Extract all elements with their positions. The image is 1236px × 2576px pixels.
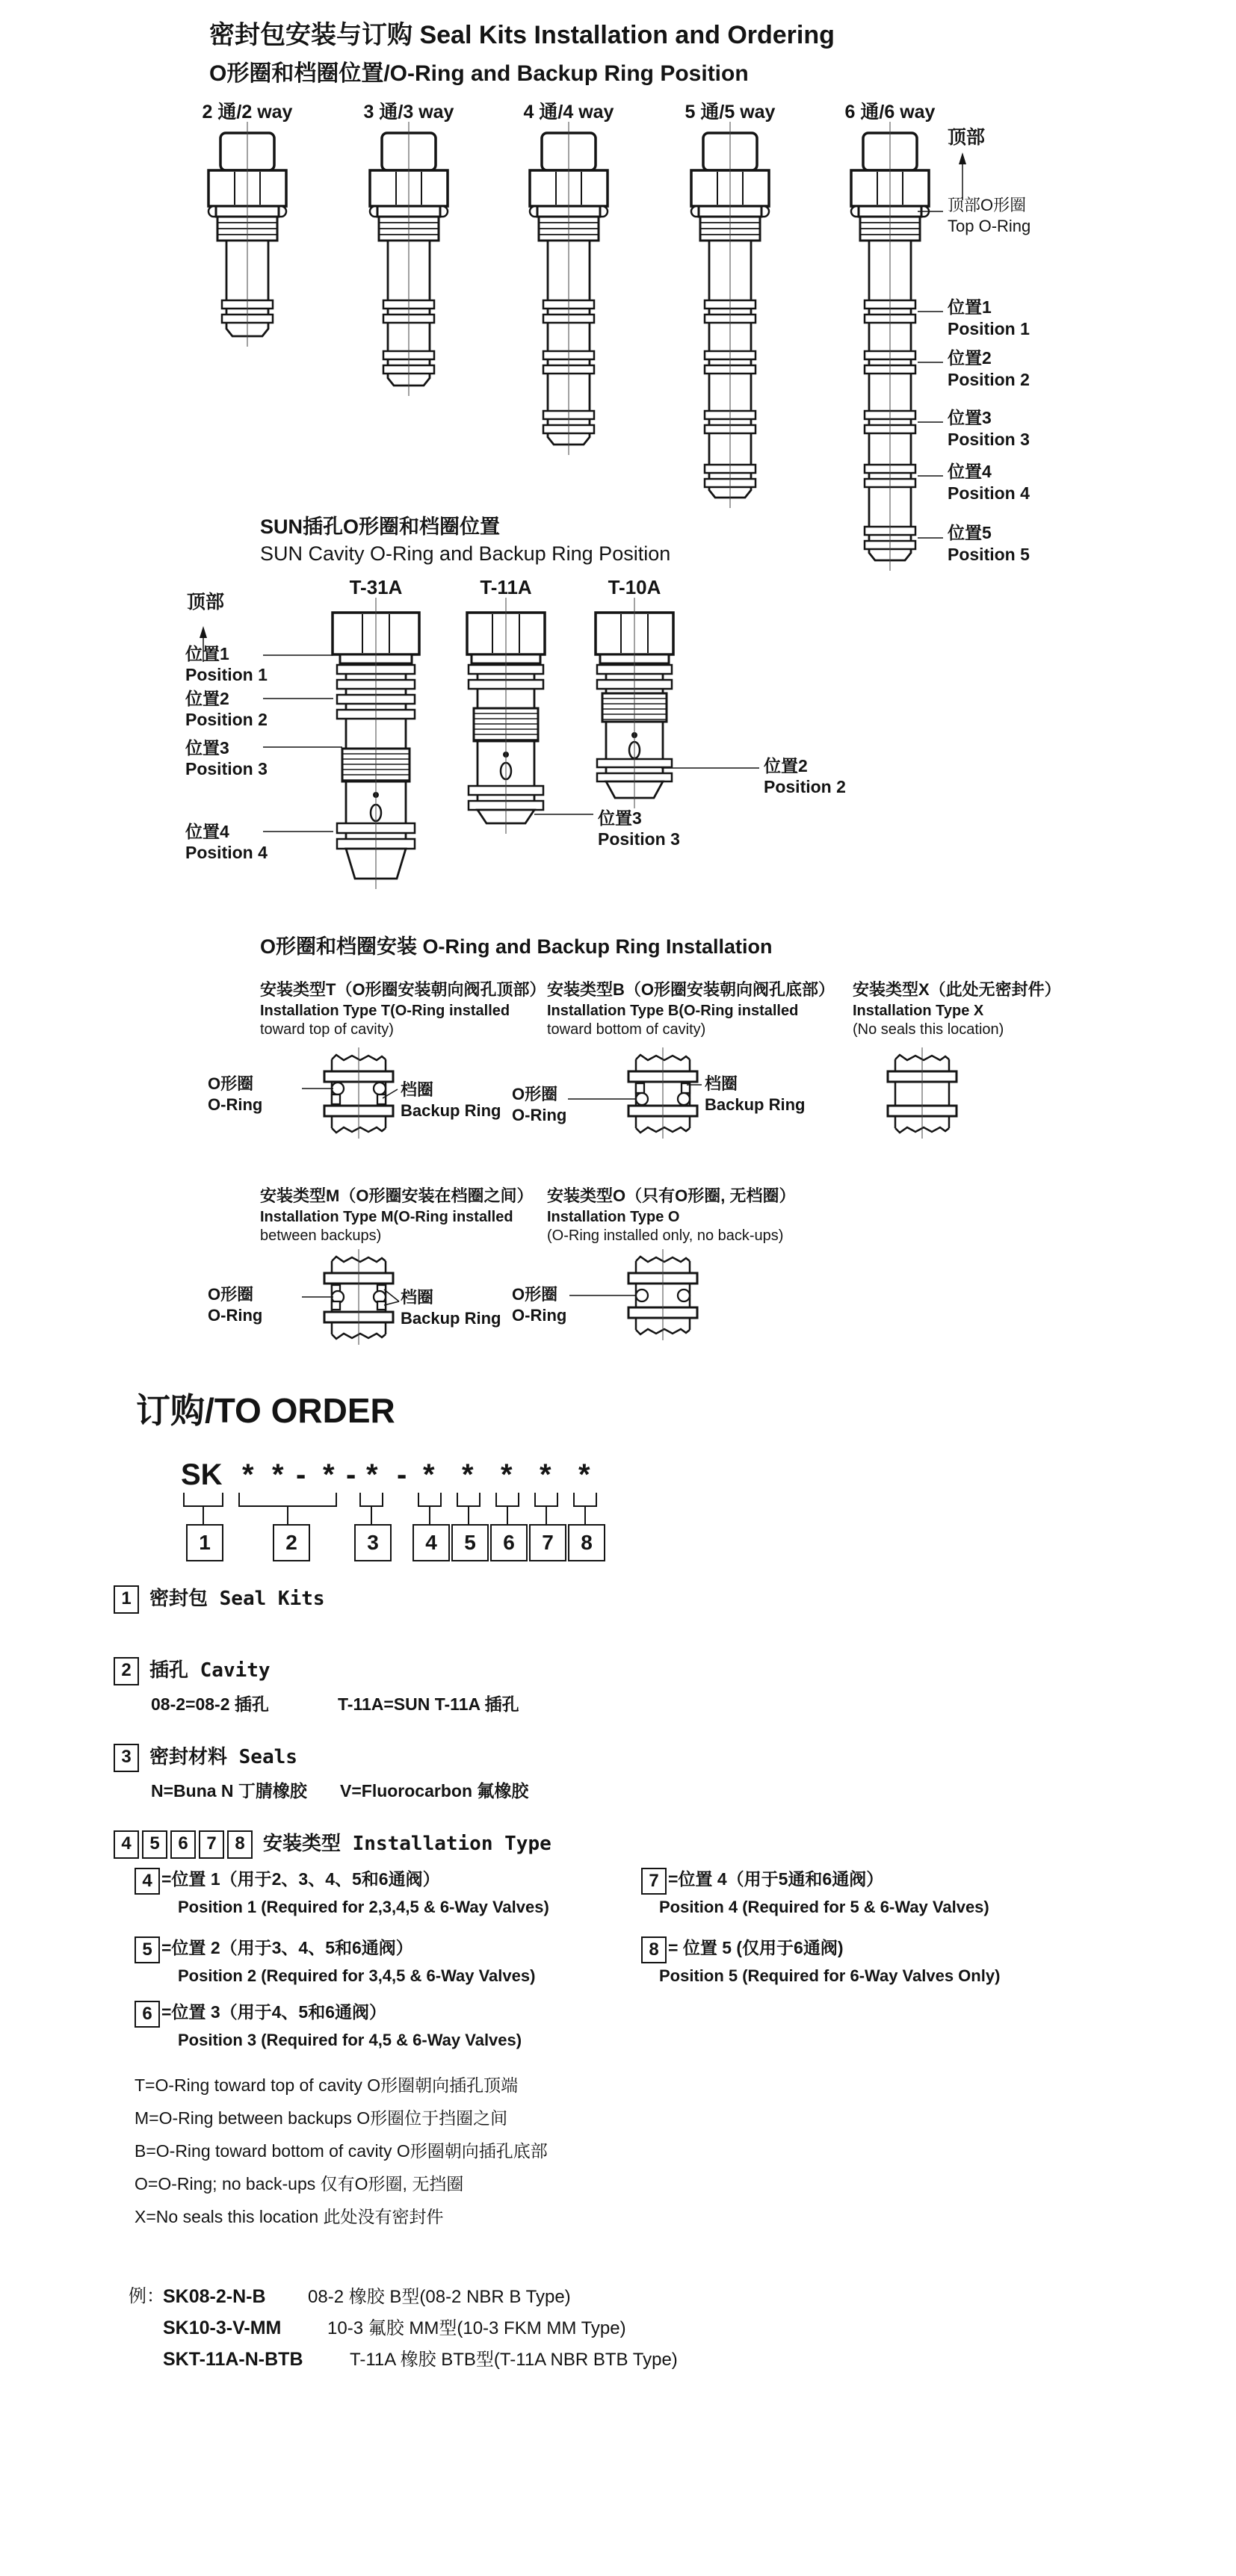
t-backup-zh: 档圈 — [401, 1080, 434, 1099]
position-3-en: Position 3 — [948, 430, 1030, 449]
b-oring-en: O-Ring — [512, 1106, 567, 1124]
header-box-6: 6 — [170, 1830, 196, 1859]
sun-pos1-en: Position 1 — [185, 665, 268, 684]
way-label-4: 4 通/4 way — [523, 102, 614, 123]
cavity-label-t10a: T-10A — [608, 576, 661, 598]
code-star-3: * — [323, 1458, 335, 1491]
way-label-3: 3 通/3 way — [363, 102, 454, 123]
item-8-box: 8 — [641, 1936, 667, 1963]
item-7-zh: =位置 4（用于5通和6通阀） — [668, 1869, 884, 1889]
code-box-4: 4 — [412, 1524, 450, 1561]
t-oring-en: O-Ring — [208, 1095, 263, 1114]
page-subtitle: O形圈和档圈位置/O-Ring and Backup Ring Position — [209, 61, 749, 86]
item-5-box: 5 — [135, 1936, 160, 1963]
type-x-en1: Installation Type X — [853, 1003, 984, 1019]
cavity-label-t11a: T-11A — [480, 576, 532, 598]
code-star-7: * — [501, 1458, 513, 1491]
examples-label: 例： — [129, 2286, 164, 2306]
order-code-prefix: SK — [181, 1458, 223, 1491]
code-star-9: * — [578, 1458, 590, 1491]
type-m-en1: Installation Type M(O-Ring installed — [260, 1209, 513, 1225]
sun-pos3-zh: 位置3 — [185, 738, 229, 758]
item-6-zh: =位置 3（用于4、5和6通阀） — [161, 2002, 386, 2022]
type-o-zh: 安装类型O（只有O形圈, 无档圈） — [547, 1186, 796, 1205]
sun-heading-zh: SUN插孔O形圈和档圈位置 — [260, 515, 501, 538]
item-2-label: 插孔 Cavity — [149, 1659, 271, 1682]
header-box-7: 7 — [199, 1830, 224, 1859]
code-box-5: 5 — [451, 1524, 489, 1561]
t-backup-en: Backup Ring — [401, 1101, 501, 1120]
item-5-zh: =位置 2（用于3、4、5和6通阀） — [161, 1938, 413, 1957]
example-2-code: SK10-3-V-MM — [163, 2318, 282, 2338]
top-oring-label-zh: 顶部O形圈 — [948, 196, 1027, 214]
type-t-zh: 安装类型T（O形圈安装朝向阀孔顶部） — [260, 980, 546, 999]
code-star-1: * — [242, 1458, 254, 1491]
top-oring-label-en: Top O-Ring — [948, 217, 1031, 235]
m-oring-en: O-Ring — [208, 1306, 263, 1325]
item-8-en: Position 5 (Required for 6-Way Valves Only) — [659, 1966, 1001, 1985]
code-star-4: * — [366, 1458, 378, 1491]
position-5-en: Position 5 — [948, 545, 1030, 564]
sun-pos3-en: Position 3 — [185, 759, 268, 778]
way-label-2: 2 通/2 way — [202, 102, 293, 123]
position-1-en: Position 1 — [948, 319, 1030, 338]
example-3-desc: T-11A 橡胶 BTB型(T-11A NBR BTB Type) — [350, 2350, 678, 2370]
top-direction-label: 顶部 — [948, 127, 986, 148]
item-6-box: 6 — [135, 2001, 160, 2028]
sun-pos4-zh: 位置4 — [185, 822, 229, 841]
code-dash-1: - — [296, 1458, 306, 1491]
sun-right-pos3-en: Position 3 — [598, 829, 680, 849]
header-box-5: 5 — [142, 1830, 167, 1859]
code-star-2: * — [272, 1458, 284, 1491]
seal-installation-diagram — [179, 1038, 1046, 1367]
type-b-en1: Installation Type B(O-Ring installed — [547, 1003, 799, 1019]
type-x-zh: 安装类型X（此处无密封件） — [853, 980, 1061, 999]
note-o: O=O-Ring; no back-ups 仅有O形圈, 无挡圈 — [135, 2174, 464, 2193]
cavity-label-t31a: T-31A — [349, 576, 403, 598]
example-2-desc: 10-3 氟胶 MM型(10-3 FKM MM Type) — [327, 2318, 626, 2338]
type-b-zh: 安装类型B（O形圈安装朝向阀孔底部） — [547, 980, 835, 999]
item-4-zh: =位置 1（用于2、3、4、5和6通阀） — [161, 1869, 440, 1889]
item-2-detail-2: T-11A=SUN T-11A 插孔 — [338, 1694, 519, 1714]
position-5-zh: 位置5 — [948, 523, 992, 542]
code-dash-2: - — [346, 1458, 356, 1491]
code-box-8: 8 — [568, 1524, 605, 1561]
m-backup-zh: 档圈 — [401, 1288, 434, 1307]
o-oring-en: O-Ring — [512, 1306, 567, 1325]
sun-top-label: 顶部 — [187, 592, 225, 613]
o-oring-zh: O形圈 — [512, 1285, 558, 1304]
position-3-zh: 位置3 — [948, 408, 992, 427]
item-7-box: 7 — [641, 1868, 667, 1895]
position-1-zh: 位置1 — [948, 297, 992, 317]
sun-heading-en: SUN Cavity O-Ring and Backup Ring Position — [260, 542, 671, 565]
type-x-en2: (No seals this location) — [853, 1021, 1004, 1038]
item-1-label: 密封包 Seal Kits — [149, 1588, 325, 1610]
item-6-en: Position 3 (Required for 4,5 & 6-Way Valves) — [178, 2031, 522, 2049]
code-star-5: * — [423, 1458, 435, 1491]
code-box-6: 6 — [490, 1524, 528, 1561]
header-box-8: 8 — [227, 1830, 253, 1859]
way-label-5: 5 通/5 way — [685, 102, 776, 123]
sun-pos2-en: Position 2 — [185, 710, 268, 729]
b-oring-zh: O形圈 — [512, 1085, 558, 1103]
t-oring-zh: O形圈 — [208, 1074, 254, 1093]
code-box-1: 1 — [186, 1524, 223, 1561]
b-backup-en: Backup Ring — [705, 1095, 806, 1114]
item-2-box: 2 — [114, 1657, 139, 1685]
installation-heading: O形圈和档圈安装 O-Ring and Backup Ring Installation — [260, 935, 773, 958]
m-backup-en: Backup Ring — [401, 1309, 501, 1328]
order-heading: 订购/TO ORDER — [136, 1391, 395, 1430]
item-5-en: Position 2 (Required for 3,4,5 & 6-Way Valves) — [178, 1966, 536, 1985]
code-star-8: * — [540, 1458, 551, 1491]
sun-pos1-zh: 位置1 — [185, 644, 229, 663]
item-3-box: 3 — [114, 1744, 139, 1772]
header-types-label: 安装类型 Installation Type — [263, 1833, 551, 1855]
item-2-detail-1: 08-2=08-2 插孔 — [151, 1694, 269, 1714]
header-box-4: 4 — [114, 1830, 139, 1859]
item-8-zh: = 位置 5 (仅用于6通阀) — [668, 1938, 844, 1957]
item-4-en: Position 1 (Required for 2,3,4,5 & 6-Way Valves) — [178, 1898, 549, 1916]
item-3-detail-1: N=Buna N 丁腈橡胶 — [151, 1781, 307, 1801]
item-4-box: 4 — [135, 1868, 160, 1895]
position-2-zh: 位置2 — [948, 348, 992, 368]
code-box-2: 2 — [273, 1524, 310, 1561]
item-7-en: Position 4 (Required for 5 & 6-Way Valves) — [659, 1898, 989, 1916]
note-t: T=O-Ring toward top of cavity O形圈朝向插孔顶端 — [135, 2075, 519, 2095]
sun-right-pos3-zh: 位置3 — [598, 808, 642, 828]
sun-pos2-zh: 位置2 — [185, 689, 229, 708]
item-3-detail-2: V=Fluorocarbon 氟橡胶 — [340, 1781, 529, 1801]
item-3-label: 密封材料 Seals — [149, 1746, 297, 1768]
position-2-en: Position 2 — [948, 370, 1030, 389]
example-1-code: SK08-2-N-B — [163, 2286, 266, 2307]
sun-right-pos2-en: Position 2 — [764, 777, 846, 796]
m-oring-zh: O形圈 — [208, 1285, 254, 1304]
type-t-en1: Installation Type T(O-Ring installed — [260, 1003, 510, 1019]
example-1-desc: 08-2 橡胶 B型(08-2 NBR B Type) — [308, 2287, 571, 2307]
type-m-en2: between backups) — [260, 1227, 382, 1244]
note-b: B=O-Ring toward bottom of cavity O形圈朝向插孔底部 — [135, 2141, 548, 2161]
note-m: M=O-Ring between backups O形圈位于挡圈之间 — [135, 2108, 508, 2128]
type-o-en2: (O-Ring installed only, no back-ups) — [547, 1227, 784, 1244]
note-x: X=No seals this location 此处没有密封件 — [135, 2207, 444, 2226]
type-t-en2: toward top of cavity) — [260, 1021, 394, 1038]
code-box-7: 7 — [529, 1524, 566, 1561]
code-star-6: * — [462, 1458, 474, 1491]
top-valves-diagram — [149, 116, 1001, 583]
type-m-zh: 安装类型M（O形圈安装在档圈之间） — [260, 1186, 534, 1205]
page-title: 密封包安装与订购 Seal Kits Installation and Ordering — [209, 21, 835, 49]
way-label-6: 6 通/6 way — [844, 102, 936, 123]
position-4-en: Position 4 — [948, 483, 1030, 503]
sun-right-pos2-zh: 位置2 — [764, 756, 808, 775]
type-b-en2: toward bottom of cavity) — [547, 1021, 706, 1038]
item-1-box: 1 — [114, 1585, 139, 1614]
position-4-zh: 位置4 — [948, 462, 992, 481]
sun-pos4-en: Position 4 — [185, 843, 268, 862]
sun-valves-diagram — [172, 568, 837, 908]
example-3-code: SKT-11A-N-BTB — [163, 2349, 303, 2370]
order-code-brackets — [135, 1490, 628, 1528]
code-dash-3: - — [397, 1458, 407, 1491]
type-o-en1: Installation Type O — [547, 1209, 680, 1225]
b-backup-zh: 档圈 — [705, 1074, 738, 1093]
code-box-3: 3 — [354, 1524, 392, 1561]
